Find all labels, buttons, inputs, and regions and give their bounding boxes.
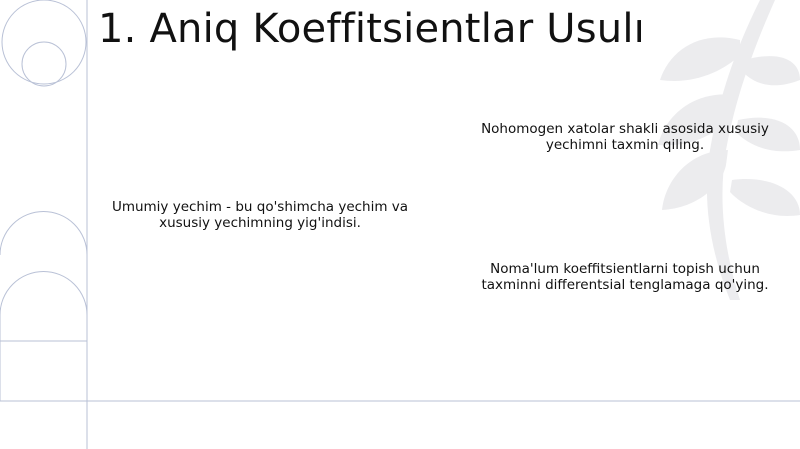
lower-arch-ornament: [0, 272, 87, 402]
point-guess-particular-solution: Nohomogen xatolar shakli asosida xususiy yechimni taxmin qiling.: [481, 121, 769, 153]
point-general-solution: Umumiy yechim - bu qo'shimcha yechim va xususiy yechimning yig'indisi.: [111, 199, 409, 231]
upper-arch-ornament: [0, 212, 87, 256]
point-substitute-guess: Noma'lum koeffitsientlarni topish uchun taxminni differentsial tenglamaga qo'ying.: [481, 261, 769, 293]
slide-title: 1. Aniq Koeffitsientlar Usulı: [98, 6, 645, 52]
inner-circle-ornament: [22, 42, 66, 86]
